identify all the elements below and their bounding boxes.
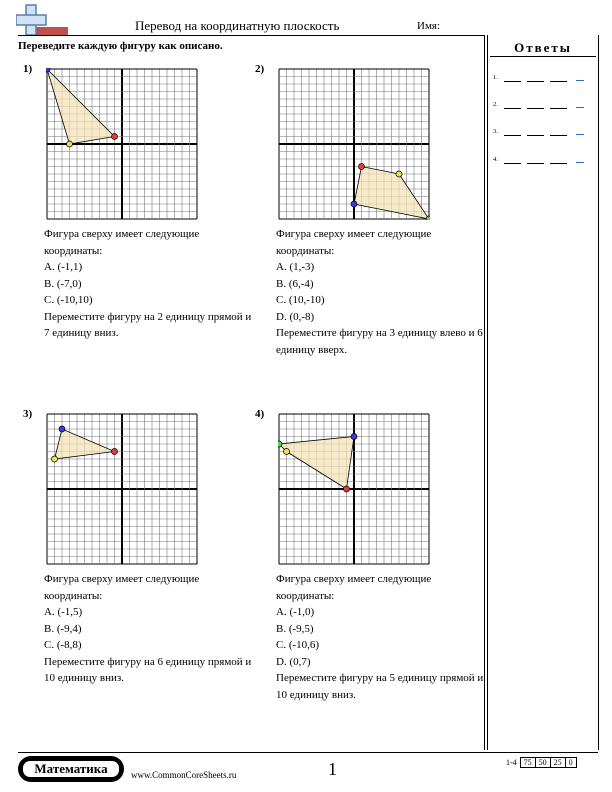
vertex-point — [278, 441, 282, 447]
answer-number: 4. — [493, 156, 498, 163]
answer-item — [493, 74, 596, 84]
coordinate-b: B. (-7,0) — [44, 277, 82, 290]
coordinate-a: A. (-1,1) — [44, 261, 83, 273]
answer-item — [493, 128, 596, 138]
coordinate-b: B. (-9,4) — [44, 622, 82, 635]
translate-instruction: Переместите фигуру на 2 единицу прямой и 7 единицу вниз. — [44, 310, 252, 339]
answer-blank — [550, 163, 567, 164]
problem-text — [44, 571, 254, 687]
coords-intro: Фигура сверху имеет следующие координаты: — [44, 228, 200, 257]
answer-blank — [527, 81, 544, 82]
score-cell: 50 — [535, 758, 550, 768]
coordinate-b: B. (6,-4) — [276, 277, 314, 290]
score-cell: 25 — [550, 758, 565, 768]
vertex-point — [344, 486, 350, 492]
coordinate-d: D. (0,7) — [276, 655, 311, 668]
divider-line — [598, 35, 599, 750]
subject-label: Математика — [22, 760, 120, 778]
coordinate-c: C. (-8,8) — [44, 639, 82, 651]
coordinate-c: C. (-10,10) — [44, 294, 93, 306]
vertex-point — [67, 141, 73, 147]
coordinate-grid — [278, 413, 430, 565]
vertex-point — [351, 201, 357, 207]
score-cell: 0 — [565, 758, 576, 768]
subject-badge — [18, 756, 124, 782]
site-url: www.CommonCoreSheets.ru — [131, 770, 237, 780]
score-range: 1-4 — [506, 758, 517, 767]
footer-rule — [18, 752, 598, 753]
coordinate-a: A. (-1,5) — [44, 606, 83, 618]
vertex-point — [396, 171, 402, 177]
answer-item — [493, 101, 596, 111]
answer-item — [493, 156, 596, 166]
coordinate-grid — [278, 68, 430, 220]
coordinate-c: C. (10,-10) — [276, 294, 325, 306]
name-label: Имя: — [417, 20, 441, 32]
answer-blank — [550, 108, 567, 109]
vertex-point — [351, 434, 357, 440]
answer-blank — [550, 135, 567, 136]
coordinate-b: B. (-9,5) — [276, 622, 314, 635]
coordinate-grid — [46, 413, 198, 565]
page-number: 1 — [328, 759, 337, 779]
coords-intro: Фигура сверху имеет следующие координаты: — [276, 228, 432, 257]
answers-rule — [490, 56, 596, 57]
graph-link[interactable] — [576, 102, 584, 107]
answer-blank — [504, 81, 521, 82]
coordinate-a: A. (1,-3) — [276, 261, 315, 273]
answer-blank — [504, 163, 521, 164]
coords-intro: Фигура сверху имеет следующие координаты: — [276, 573, 432, 602]
header-rule — [18, 35, 484, 36]
problem-text — [276, 226, 486, 358]
coordinate-c: C. (-10,6) — [276, 639, 320, 651]
coordinate-a: A. (-1,0) — [276, 606, 315, 618]
coordinate-grid — [46, 68, 198, 220]
shape — [354, 167, 429, 220]
coords-intro: Фигура сверху имеет следующие координаты: — [44, 573, 200, 602]
score-table — [503, 757, 577, 768]
answer-blank — [527, 135, 544, 136]
answer-number: 3. — [493, 128, 498, 135]
translate-instruction: Переместите фигуру на 6 единицу прямой и 10 единицу вниз. — [44, 655, 252, 684]
problem-text — [276, 571, 486, 703]
coordinate-d: D. (0,-8) — [276, 310, 315, 323]
answer-blank — [504, 135, 521, 136]
answers-title: Ответы — [514, 40, 572, 55]
translate-instruction: Переместите фигуру на 5 единицу прямой и 10 единицу вниз. — [276, 672, 484, 701]
problem-number: 2) — [255, 63, 265, 75]
vertex-point — [59, 426, 65, 432]
logo-icon — [16, 3, 68, 37]
answer-blank — [527, 163, 544, 164]
translate-instruction: Переместите фигуру на 3 единицу влево и 6 единицу вверх. — [276, 327, 483, 356]
answer-blank — [550, 81, 567, 82]
answer-blank — [527, 108, 544, 109]
problem-number: 3) — [23, 408, 33, 420]
vertex-point — [284, 449, 290, 455]
vertex-point — [52, 456, 58, 462]
problem-number: 1) — [23, 63, 33, 75]
answer-number: 1. — [493, 74, 498, 81]
graph-link[interactable] — [576, 157, 584, 162]
vertex-point — [112, 134, 118, 140]
vertex-point — [112, 449, 118, 455]
page-title: Перевод на координатную плоскость — [135, 18, 340, 33]
problem-text — [44, 226, 254, 342]
graph-link[interactable] — [576, 129, 584, 134]
graph-link[interactable] — [576, 75, 584, 80]
instructions: Переведите каждую фигуру как описано. — [18, 40, 223, 52]
answer-blank — [504, 108, 521, 109]
answer-number: 2. — [493, 101, 498, 108]
divider-line — [487, 35, 488, 750]
vertex-point — [359, 164, 365, 170]
problem-number: 4) — [255, 408, 265, 420]
score-cell: 75 — [520, 758, 535, 768]
